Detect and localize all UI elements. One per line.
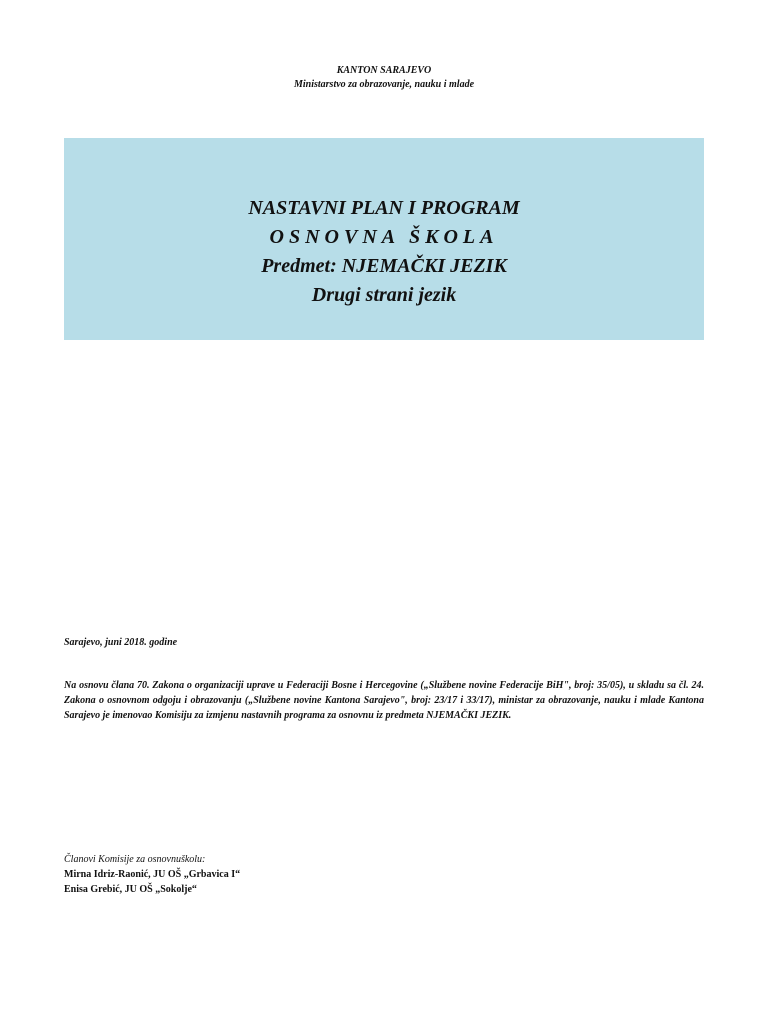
place-date: Sarajevo, juni 2018. godine — [64, 637, 178, 648]
school-type: OSNOVNA ŠKOLA — [269, 226, 499, 248]
title-lines — [64, 194, 704, 310]
plan-title: NASTAVNI PLAN I PROGRAM — [248, 197, 520, 219]
ministry-name: Ministarstvo za obrazovanje, nauku i mlade — [293, 79, 475, 90]
intro-paragraph: Na osnovu člana 70. Zakona o organizaciji uprave u Federaciji Bosne i Hercegovine („Službene novine Federacije BiH", broj: 35/05), u skladu sa čl. 24. Zakona o osnovnom odgoju i obrazovanju („Službene novine Kantona Sarajevo", broj: 23/17 i 33/17), ministar za obrazovanje, nauku i mlade Kantona Sarajevo je imenovao Komisiju za izmjenu nastavnih programa za osnovnu iz predmeta NJEMAČKI JEZIK. — [64, 680, 704, 721]
committee-label: Članovi Komisije za osnovnuškolu: — [64, 854, 206, 865]
committee-member: Mirna Idriz-Raonić, JU OŠ „Grbavica I“ — [64, 869, 241, 880]
committee-member: Enisa Grebić, JU OŠ „Sokolje“ — [64, 884, 197, 895]
title-box — [64, 138, 704, 340]
canton-name: KANTON SARAJEVO — [336, 65, 432, 76]
subject-subtitle: Drugi strani jezik — [311, 284, 457, 306]
committee-block — [64, 852, 240, 897]
document-header — [0, 64, 768, 92]
subject-title: Predmet: NJEMAČKI JEZIK — [261, 255, 507, 277]
